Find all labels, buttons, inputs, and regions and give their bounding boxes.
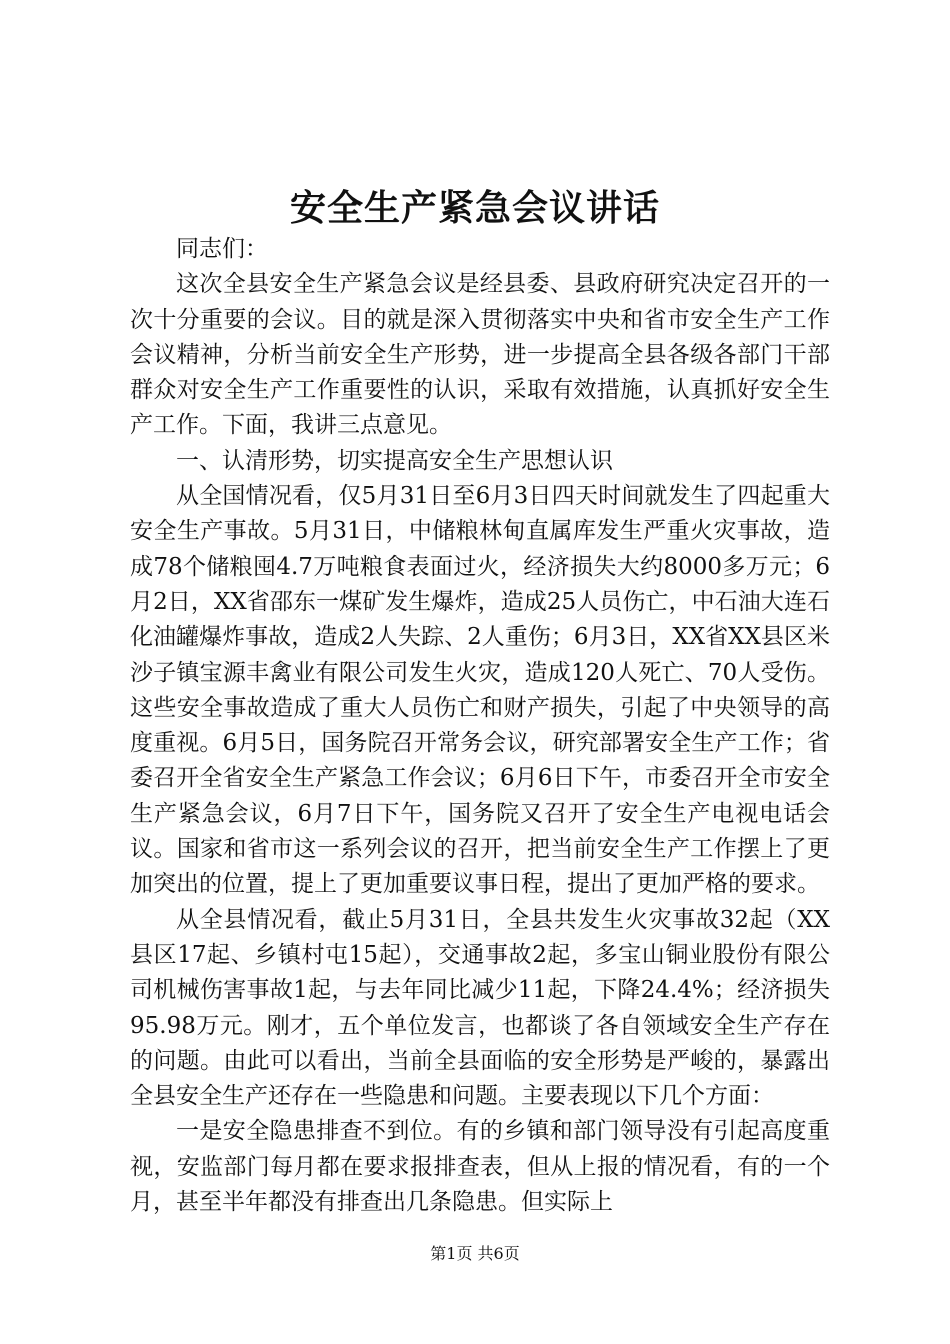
county-situation-paragraph: 从全县情况看，截止5月31日，全县共发生火灾事故32起（XX县区17起、乡镇村屯15起），交通事故2起，多宝山铜业股份有限公司机械伤害事故1起，与去年同比减少11起，下降24.4%；经济损失95.98万元。刚才，五个单位发言，也都谈了各自领域安全生产存在的问题。由此可以看出，当前全县面临的安全形势是严峻的，暴露出全县安全生产还存在一些隐患和问题。主要表现以下几个方面：: [130, 906, 830, 1110]
intro-paragraph: 这次全县安全生产紧急会议是经县委、县政府研究决定召开的一次十分重要的会议。目的就是深入贯彻落实中央和省市安全生产工作会议精神，分析当前安全生产形势，进一步提高全县各级各部门干部群众对安全生产工作重要性的认识，采取有效措施，认真抓好安全生产工作。下面，我讲三点意见。: [130, 271, 830, 439]
hazard-paragraph: 一是安全隐患排查不到位。有的乡镇和部门领导没有引起高度重视，安监部门每月都在要求报排查表，但从上报的情况看，有的一个月，甚至半年都没有排查出几条隐患。但实际上: [130, 1118, 830, 1216]
page-number-footer: 第1页 共6页: [430, 1244, 520, 1263]
national-situation-paragraph: 从全国情况看，仅5月31日至6月3日四天时间就发生了四起重大安全生产事故。5月31日，中储粮林甸直属库发生严重火灾事故，造成78个储粮囤4.7万吨粮食表面过火，经济损失大约8000多万元；6月2日，XX省邵东一煤矿发生爆炸，造成25人员伤亡，中石油大连石化油罐爆炸事故，造成2人失踪、2人重伤；6月3日，XX省XX县区米沙子镇宝源丰禽业有限公司发生火灾，造成120人死亡、70人受伤。这些安全事故造成了重大人员伤亡和财产损失，引起了中央领导的高度重视。6月5日，国务院召开常务会议，研究部署安全生产工作；省委召开全省安全生产紧急工作会议；6月6日下午，市委召开全市安全生产紧急会议，6月7日下午，国务院又召开了安全生产电视电话会议。国家和省市这一系列会议的召开，把当前安全生产工作摆上了更加突出的位置，提上了更加重要议事日程，提出了更加严格的要求。: [130, 483, 830, 898]
salutation-paragraph: 同志们：: [176, 236, 268, 262]
section-heading: 一、认清形势，切实提高安全生产思想认识: [176, 447, 613, 474]
document-body: [130, 232, 830, 1220]
document-title: 安全生产紧急会议讲话: [289, 187, 660, 229]
